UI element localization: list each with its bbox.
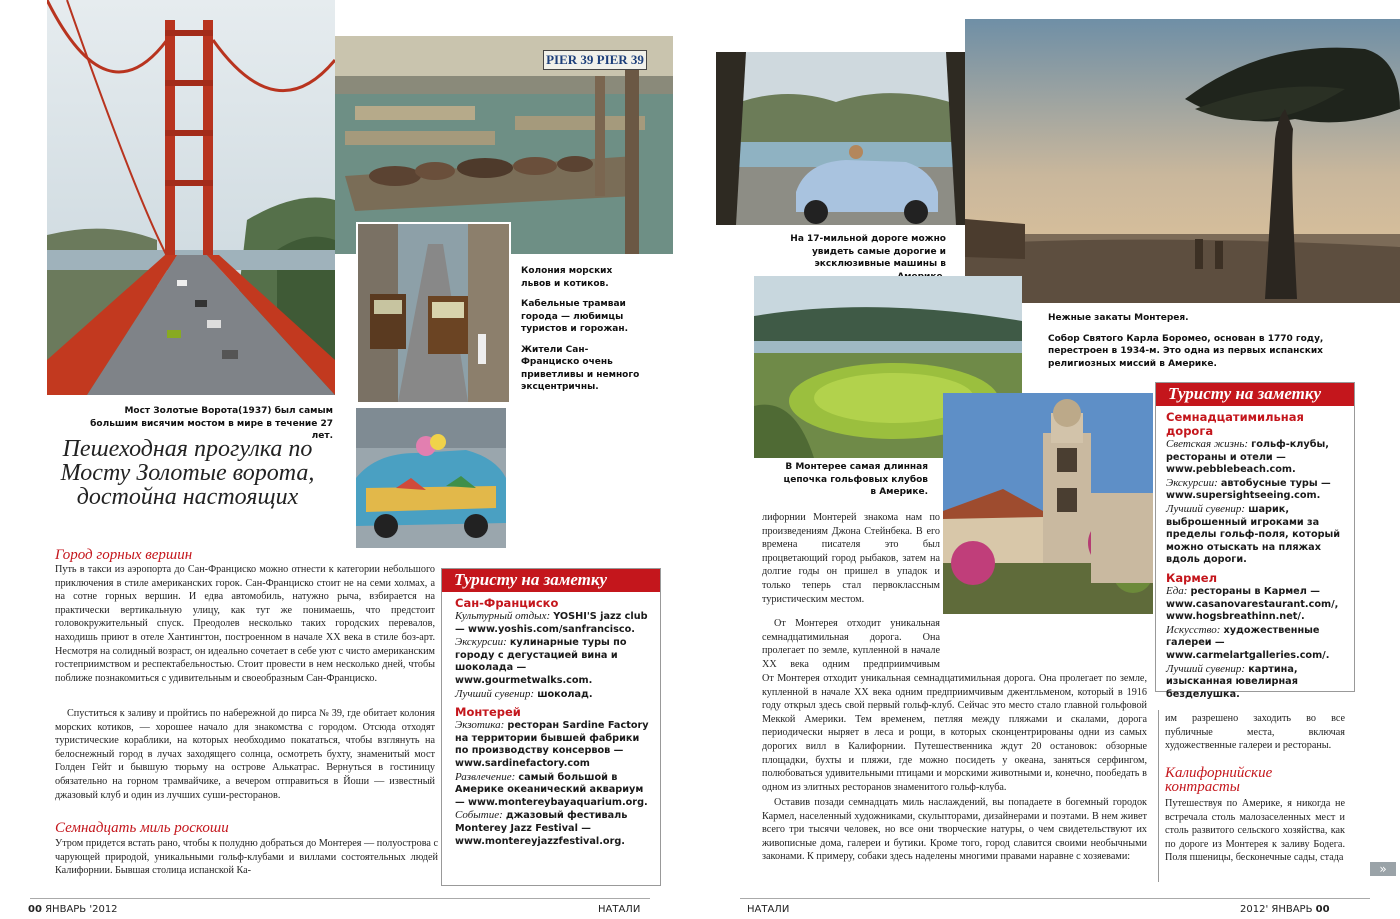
article-headline: Пешеходная прогулка по Мосту Золотые ворота, достойна настоящих	[60, 436, 315, 510]
tip-item: Еда: рестораны в Кармел — www.casanovarestaurant.com/, www.hogsbreathinn.net/.	[1166, 584, 1339, 623]
paragraph-3: Утром придется встать рано, чтобы к полудню добраться до Монтерея — полуострова с чарующей природой, уникальными гольф-клубами и виллами состоятельных людей Калифорнии. Бывшая столица испанской Ка-	[55, 838, 438, 877]
right-body-5	[1165, 797, 1345, 883]
tip-item: Искусство: художественные галереи — www.carmelartgalleries.com/.	[1166, 623, 1330, 661]
left-body-2	[55, 707, 435, 817]
paragraph-5-cont: От Монтерея отходит уникальная семнадцатимильная дорога. Она пролегает по земле, купленной в начале XX века одним предприимчивым джентльменом, который в 1916 году открыл здесь свой первый гольф-клуб. Сейчас это место стало главной гольфовой Меккой Америки. Тем временем, петляя между пляжами и скалами, дорога периодически ныряет в леса и рощи, в которых сконцентрированы одни из самых дорогих вилл в Калифорнии. Путешественника ждут 20 остановок: обзорные площадки, бухты и пляжи, где можно посидеть у океана, заняться серфингом, полюбоваться удивительными птицами и морскими животными и, конечно, пообедать в одном из элитных ресторанов знаменитого гольф-клуба.	[762, 673, 1147, 792]
cable-car-caption: Кабельные трамваи города — любимцы туристов и горожан.	[521, 299, 629, 334]
mission-caption: Собор Святого Карла Боромео, основан в 1770 году, перестроен в 1934-м. Это одна из первых испанских религиозных миссий в Америке.	[1048, 333, 1324, 369]
pier39-sign: PIER 39 PIER 39	[543, 50, 647, 70]
tip-section-carmel: Кармел	[1166, 570, 1218, 585]
tip-item: Светская жизнь: гольф-клубы, рестораны и отели — www.pebblebeach.com.	[1166, 438, 1329, 476]
tip-box-left	[441, 568, 661, 886]
footer-right	[1240, 904, 1330, 915]
golden-gate-photo	[47, 0, 335, 395]
tip-section-17mile: Семнадцатимильная дорога	[1166, 410, 1304, 438]
drive-caption: На 17-мильной дороге можно увидеть самые дорогие и эксклюзивные машины в	[790, 234, 946, 269]
tip-item: Развлечение: самый большой в Америке океанический аквариум — www.montereybayaquarium.org.	[455, 770, 648, 808]
paragraph-6: Оставив позади семнадцать миль наслаждений, вы попадаете в богемный городок Кармел, населенный художниками, скульпторами, дизайнерами и поэтами. В нем живет всего три тысячи человек, но все они творческие натуры, о чем свидетельствуют их живописные дома, галереи и бутики. Кроме того, город славится своими необычными законами. К примеру, собаки здесь наделены многими правами наравне с хозяевами:	[762, 797, 1147, 863]
right-body-1	[762, 511, 940, 611]
tip-item: Лучший сувенир: шарик, выброшенный игроками за пределы гольф-поля, который можно отыскать на пляжах вдоль дороги.	[1166, 502, 1341, 566]
brand-left: НАТАЛИ	[598, 904, 641, 915]
tip-item: Экзотика: ресторан Sardine Factory на территории бывшей фабрики по производству консервов — www.sardinefactory.com	[455, 719, 649, 769]
sf-captions	[521, 265, 641, 402]
cable-car-photo	[356, 222, 511, 404]
art-car-photo	[356, 408, 506, 548]
tip-item: Экскурсии: кулинарные туры по городу с дегустацией вина и шоколада — www.gourmetwalks.com.	[455, 636, 627, 686]
paragraph-1: Путь в такси из аэропорта до Сан-Франциско можно отнести к категории небольшого приключения в стиле американских горок. Сан-Франциско стоит не на семи холмах, а на сотне горных вершин. И едва автомобиль, натужно рыча, взбирается на практически вертикальную улицу, как тут же понимаешь, что предстоит головокружительный спуск. Преодолев несколько таких городских перевалов, находишь приют в отеле Хантингтон, построенном в начале XX века в стиле боз-арт. Несмотря на солидный возраст, он идеально сочетает в себе уют с чисто американским гостеприимством и респектабельностью. Стоит провести в нем несколько дней, чтобы поближе познакомиться с удивительным и своеобразным Сан-Франциско.	[55, 564, 435, 684]
sunset-caption	[1048, 312, 1378, 378]
issue-date-left: ЯНВАРЬ '2012	[45, 904, 118, 915]
tip-box-right	[1155, 382, 1355, 700]
subhead-seventeen: Семнадцать миль роскоши	[55, 820, 229, 836]
left-body-1	[55, 563, 435, 708]
subhead-contrasts: Калифорнийские контрасты	[1165, 765, 1273, 795]
sea-lions-caption: Колония морских львов и котиков.	[521, 266, 613, 289]
brand-right: НАТАЛИ	[747, 904, 790, 915]
cypress-sunset-photo	[965, 19, 1400, 303]
tip-box-title: Туристу на заметку	[442, 569, 660, 592]
left-body-3	[55, 837, 438, 883]
page-number-left: 00	[28, 904, 42, 915]
footer-rule-right	[740, 898, 1370, 899]
tip-box-title-right: Туристу на заметку	[1156, 383, 1354, 406]
vintage-car-photo	[716, 52, 965, 225]
right-body-2	[762, 617, 940, 672]
continue-arrow-icon: »	[1370, 862, 1396, 876]
bridge-caption: Мост Золотые Ворота(1937) был самым большим висячим мостом в мире в течение 27 лет.	[90, 406, 333, 441]
issue-date-right: 2012' ЯНВАРЬ	[1240, 904, 1313, 915]
locals-caption: Жители Сан-Франциско очень приветливы и немного эксцентричны.	[521, 344, 640, 392]
golf-caption: В Монтерее самая длинная цепочка гольфовых клубов в Америке.	[783, 462, 928, 497]
tip-item: Лучший сувенир: картина, изысканная ювелирная безделушка.	[1166, 662, 1298, 700]
right-body-4	[1165, 712, 1345, 756]
tip-section-monterey: Монтерей	[455, 705, 521, 720]
tip-item: Событие: джазовый фестиваль Monterey Jazz Festival — www.montereyjazzfestival.org.	[455, 809, 628, 847]
paragraph-8: Путешествуя по Америке, я никогда не встречала столь малозаселенных мест и столь развитого сельского хозяйства, как по дороге из Монтерея к заливу Бодега. Поля пшеницы, бесконечные сады, стада	[1165, 798, 1345, 864]
paragraph-7: им разрешено заходить во все публичные места, включая художественные галереи и рестораны.	[1165, 713, 1345, 752]
paragraph-2: Спуститься к заливу и пройтись по набережной до пирса № 39, где обитает колония морских котиков, — хорошее начало для знакомства с городом. Отсюда отходят туристические кораблики, на которых необходимо покататься, чтобы взглянуть на белоснежный город в лучах заходящего солнца, осмотреть бухту, знаменитый мост Голден Гейт и бывшую тюрьму на острове Алькатрас. Вернуться в гостиницу обязательно на горном трамвайчике, а вечером отправиться в Йоши — известный джазовый клуб и один из лучших суши-ресторанов.	[55, 708, 435, 801]
right-body-3	[762, 796, 1147, 884]
column-divider	[1158, 710, 1159, 882]
subhead-city: Город горных вершин	[55, 547, 193, 563]
footer-rule-left	[30, 898, 650, 899]
paragraph-5: От Монтерея отходит уникальная семнадцатимильная дорога. Она пролегает по земле, купленной в начале XX века одним предприимчивым	[762, 618, 940, 670]
paragraph-4: лифорнии Монтерей знакома нам по произведениям Джона Стейнбека. В его времена писателя это был процветающий город рыбаков, затем на долгие годы он пришел в упадок и только теперь стал первоклассным туристическим местом.	[762, 512, 940, 605]
sunset-caption-1: Нежные закаты Монтерея.	[1048, 313, 1189, 323]
tip-item: Культурный отдых: YOSHI'S jazz club — www.yoshis.com/sanfrancisco.	[455, 610, 648, 635]
tip-item: Экскурсии: автобусные туры — www.supersightseeing.com.	[1166, 476, 1331, 502]
page-number-right: 00	[1315, 904, 1330, 915]
right-body-2b	[762, 672, 1147, 792]
tip-section-sf: Сан-Франциско	[455, 596, 559, 610]
mission-photo	[943, 393, 1153, 614]
footer-left	[28, 904, 118, 915]
tip-item: Лучший сувенир: шоколад.	[455, 687, 593, 700]
